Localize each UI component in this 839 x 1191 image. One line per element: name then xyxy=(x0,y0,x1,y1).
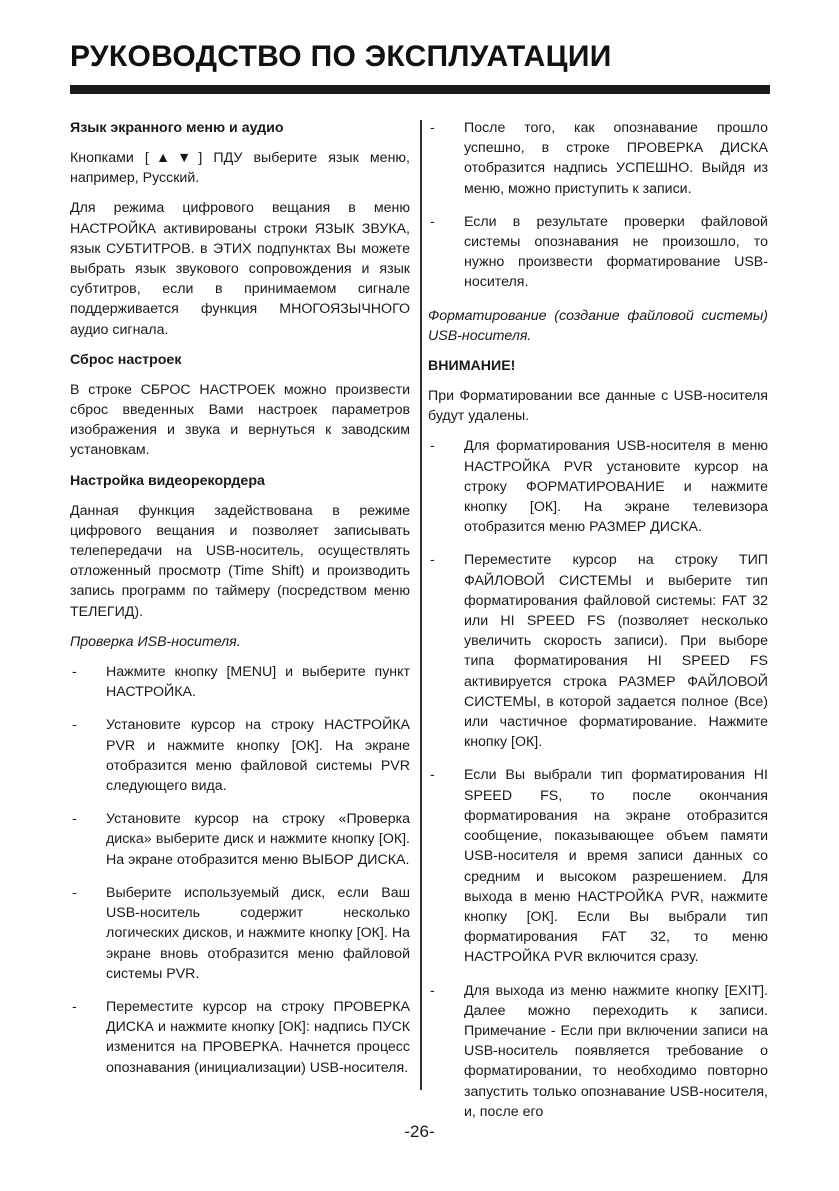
list-dash: - xyxy=(72,717,77,734)
paragraph-language-digital: Для режима цифрового вещания в меню НАСТРОЙКА активированы строки ЯЗЫК ЗВУКА, язык СУБТИТРОВ. в ЭТИХ подпунктах Вы можете выбрать язык звукового сопровождения и язык субтитров, если в принимаемом сигнале поддерживается функция МНОГОЯЗЫЧНОГО аудио сигнала. xyxy=(70,200,410,338)
list-dash: - xyxy=(72,664,77,681)
paragraph-language-buttons: Кнопками [▲▼] ПДУ выберите язык меню, например, Русский. xyxy=(70,150,410,187)
list-item xyxy=(428,765,768,967)
list-dash: - xyxy=(430,767,435,784)
subheading-formatting: Форматирование (создание файловой системы) USB-носителя. xyxy=(428,307,768,344)
list-dash: - xyxy=(430,213,435,230)
list-item xyxy=(70,997,410,1078)
list-item-text: Выберите используемый диск, если Ваш USB-носитель содержит несколько логических дисков, и нажмите кнопку [ОК]. На экране вновь отобразится меню файловой системы PVR. xyxy=(106,884,410,982)
heading-pvr-setup: Настройка видеорекордера xyxy=(70,472,265,489)
list-item-text: После того, как опознавание прошло успешно, в строке ПРОВЕРКА ДИСКА отобразится надпись УСПЕШНО. Выйдя из меню, можно приступить к записи. xyxy=(464,120,768,197)
list-dash: - xyxy=(72,811,77,828)
list-item xyxy=(70,715,410,796)
list-item-text: Переместите курсор на строку ПРОВЕРКА ДИСКА и нажмите кнопку [ОК]: надпись ПУСК изменится на ПРОВЕРКА. Начнется процесс опознавания (инициализации) USB-носителя. xyxy=(106,998,410,1076)
list-item-text: Если Вы выбрали тип форматирования HI SPEED FS, то после окончания форматирования на экране отобразится сообщение, показывающее объем памяти USB-носителя и время записи данных со средним и высоком разрешением. Для выхода в меню НАСТРОЙКА PVR, нажмите кнопку [ОК]. Если Вы выбрали тип форматирования FAT 32, то меню НАСТРОЙКА PVR включится сразу. xyxy=(464,767,768,966)
list-item-text: Для форматирования USB-носителя в меню НАСТРОЙКА PVR установите курсор на строку ФОРМАТИРОВАНИЕ и нажмите кнопку [ОК]. На экране телевизора отобразится меню РАЗМЕР ДИСКА. xyxy=(464,438,768,536)
heading-warning: ВНИМАНИЕ! xyxy=(428,358,516,375)
right-column xyxy=(428,118,768,1135)
paragraph-reset: В строке СБРОС НАСТРОЕК можно произвести сброс введенных Вами настроек параметров изображения и звука и вернуться к заводским установкам. xyxy=(70,381,410,459)
list-item xyxy=(428,436,768,537)
page-number: -26- xyxy=(404,1122,435,1141)
paragraph-warning: При Форматировании все данные с USB-носителя будут удалены. xyxy=(428,388,768,425)
list-item xyxy=(70,809,410,870)
formatting-steps xyxy=(428,436,768,1122)
list-item xyxy=(428,550,768,752)
list-dash: - xyxy=(430,552,435,569)
heading-menu-language: Язык экранного меню и аудио xyxy=(70,120,284,136)
page-title: РУКОВОДСТВО ПО ЭКСПЛУАТАЦИИ xyxy=(70,40,612,73)
list-dash: - xyxy=(72,998,77,1015)
column-divider xyxy=(420,120,422,1090)
usb-check-steps xyxy=(70,662,410,1078)
list-item-text: Если в результате проверки файловой системы опознавания не произошло, то нужно произвести форматирование USB-носителя. xyxy=(464,213,768,291)
list-dash: - xyxy=(430,982,435,999)
list-item-text: Нажмите кнопку [MENU] и выберите пункт НАСТРОЙКА. xyxy=(106,664,410,701)
list-item xyxy=(428,212,768,293)
list-item xyxy=(428,981,768,1122)
usb-check-results xyxy=(428,118,768,293)
list-dash: - xyxy=(72,884,77,901)
subheading-usb-check: Проверка ИSB-носителя. xyxy=(70,633,241,650)
list-item xyxy=(70,662,410,702)
list-item-text: Переместите курсор на строку ТИП ФАЙЛОВОЙ СИСТЕМЫ и выберите тип форматирования файловой системы: FAT 32 или HI SPEED FS (позволяет несколько увеличить скорость записи). При выборе типа форматирования HI SPEED FS активируется строка РАЗМЕР ФАЙЛОВОЙ СИСТЕМЫ, в которой задается полное (Все) или частичное форматирование. Нажмите кнопку [ОК]. xyxy=(464,552,768,751)
paragraph-pvr: Данная функция задействована в режиме цифрового вещания и позволяет записывать телепередачи на USB-носитель, осуществлять отложенный просмотр (Time Shift) и производить запись программ по таймеру (посредством меню ТЕЛЕГИД). xyxy=(70,502,410,620)
list-item-text: Для выхода из меню нажмите кнопку [EXIT]. Далее можно переходить к записи. Примечание - Если при включении записи на USB-носитель появляется требование о форматировании, то необходимо повторно запустить только опознавание USB-носителя, и, после его xyxy=(464,982,768,1120)
list-dash: - xyxy=(430,438,435,455)
list-item-text: Установите курсор на строку «Проверка диска» выберите диск и нажмите кнопку [ОК]. На экране отобразится меню ВЫБОР ДИСКА. xyxy=(106,811,410,868)
left-column xyxy=(70,118,410,1091)
header-rule xyxy=(70,85,770,94)
list-item-text: Установите курсор на строку НАСТРОЙКА PVR и нажмите кнопку [ОК]. На экране отобразится меню файловой системы PVR следующего вида. xyxy=(106,717,410,795)
list-dash: - xyxy=(430,120,435,136)
heading-reset: Сброс настроек xyxy=(70,351,182,368)
list-item xyxy=(428,118,768,199)
list-item xyxy=(70,883,410,984)
